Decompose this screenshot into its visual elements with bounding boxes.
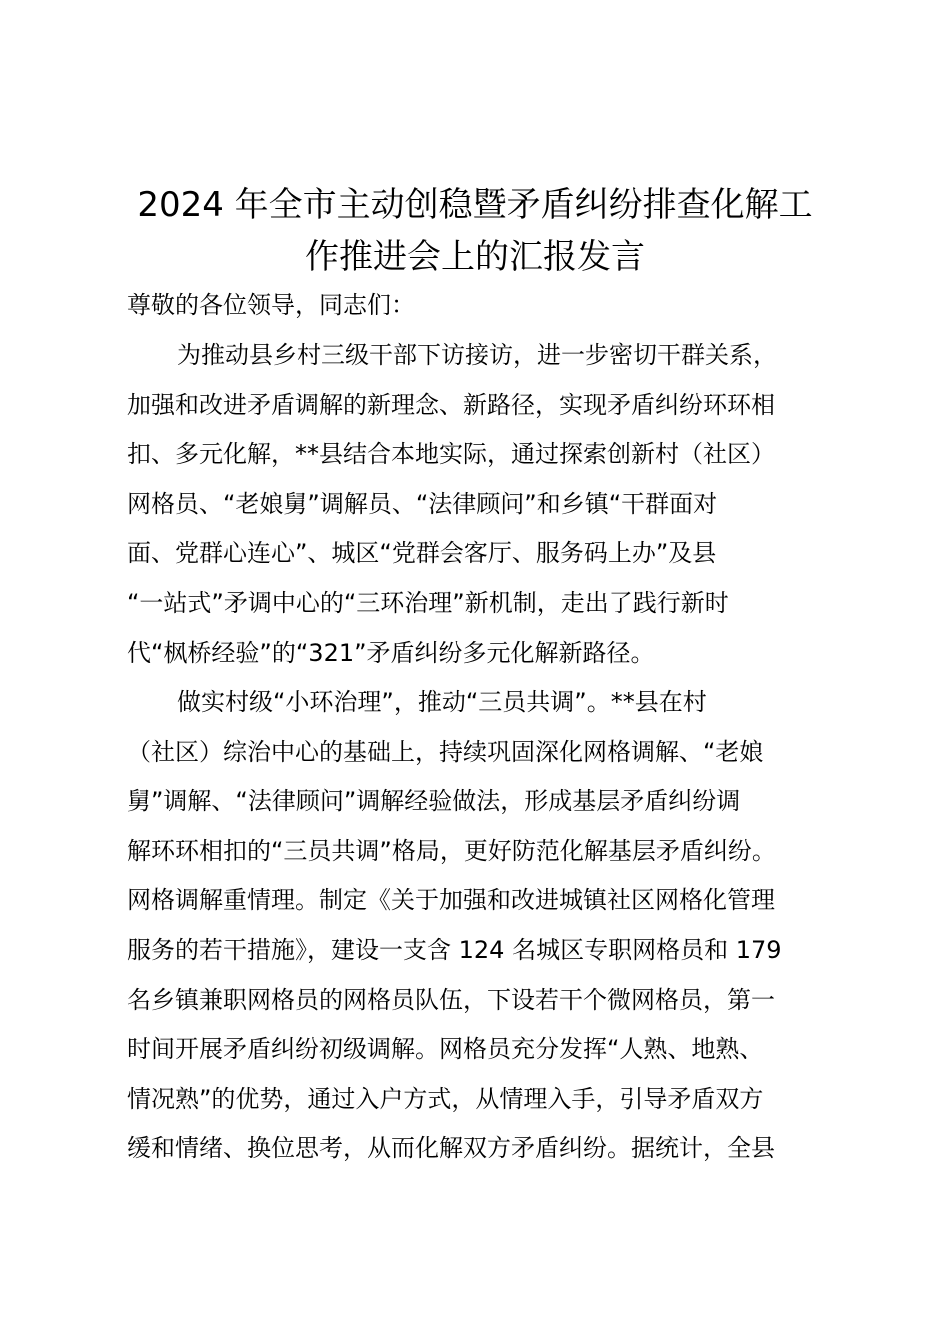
paragraph-line: 扣、多元化解，**县结合本地实际，通过探索创新村（社区） [127,440,775,468]
paragraph-line: 解环环相扣的“三员共调”格局，更好防范化解基层矛盾纠纷。 [127,837,776,865]
paragraph-line: 网格调解重情理。制定《关于加强和改进城镇社区网格化管理 [127,886,775,914]
paragraph-line: “一站式”矛调中心的“三环治理”新机制，走出了践行新时 [127,589,729,617]
paragraph-line: 网格员、“老娘舅”调解员、“法律顾问”和乡镇“干群面对 [127,490,718,518]
paragraph-line: 面、党群心连心”、城区“党群会客厅、服务码上办”及县 [127,539,717,567]
salutation: 尊敬的各位领导，同志们： [127,291,415,319]
document-title-line-1: 2024 年全市主动创稳暨矛盾纠纷排查化解工 [137,185,813,225]
paragraph-line: 名乡镇兼职网格员的网格员队伍，下设若干个微网格员，第一 [127,986,775,1014]
document-title-line-2: 作推进会上的汇报发言 [305,237,645,277]
paragraph-line: 为推动县乡村三级干部下访接访，进一步密切干群关系， [177,341,777,369]
paragraph-line: 缓和情绪、换位思考，从而化解双方矛盾纠纷。据统计，全县 [127,1134,775,1162]
paragraph-line: 时间开展矛盾纠纷初级调解。网格员充分发挥“人熟、地熟、 [127,1035,764,1063]
paragraph-line: 做实村级“小环治理”，推动“三员共调”。**县在村 [177,688,707,716]
paragraph-line: 代“枫桥经验”的“321”矛盾纠纷多元化解新路径。 [127,639,655,667]
paragraph-line: 情况熟”的优势，通过入户方式，从情理入手，引导矛盾双方 [127,1085,764,1113]
paragraph-line: 舅”调解、“法律顾问”调解经验做法，形成基层矛盾纠纷调 [127,787,741,815]
paragraph-line: （社区）综治中心的基础上，持续巩固深化网格调解、“老娘 [127,738,764,766]
paragraph-line: 加强和改进矛盾调解的新理念、新路径，实现矛盾纠纷环环相 [127,391,775,419]
paragraph-line: 服务的若干措施》，建设一支含 124 名城区专职网格员和 179 [127,936,782,964]
